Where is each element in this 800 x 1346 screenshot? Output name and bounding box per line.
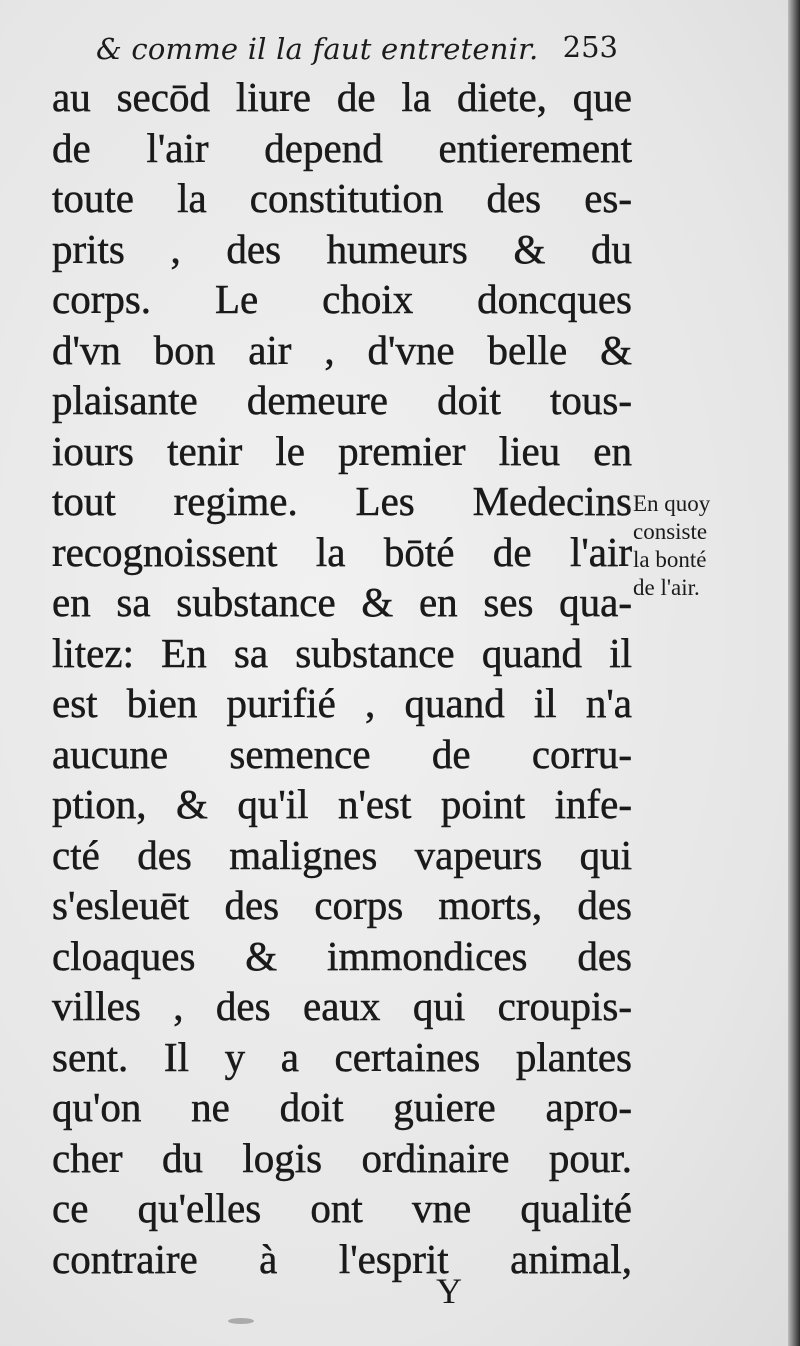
page-number: 253 bbox=[562, 30, 618, 64]
text-line: cher du logis ordinaire pour. bbox=[52, 1134, 632, 1181]
text-line: s'esleuēt des corps morts, des bbox=[52, 882, 632, 928]
text-line: toute la constitution des es- bbox=[52, 175, 632, 221]
margin-note bbox=[633, 490, 783, 602]
text-line: cté des malignes vapeurs qui bbox=[52, 831, 632, 878]
text-line: au secōd liure de la diete, que bbox=[52, 74, 632, 120]
text-line: contraire à l'esprit animal, bbox=[52, 1235, 632, 1282]
text-line: villes , des eaux qui croupis- bbox=[52, 983, 632, 1029]
signature-mark: Y bbox=[436, 1271, 462, 1311]
margin-note-line: consiste bbox=[633, 519, 708, 544]
text-line: litez: En sa substance quand il bbox=[52, 629, 632, 676]
text-line: en sa substance & en ses qua- bbox=[52, 579, 632, 625]
text-line: est bien purifié , quand il n'a bbox=[52, 680, 632, 726]
text-line: corps. Le choix doncques bbox=[52, 276, 632, 322]
text-line: qu'on ne doit guiere apro- bbox=[52, 1084, 632, 1130]
ink-smudge bbox=[228, 1318, 254, 1324]
text-line: aucune semence de corru- bbox=[52, 730, 632, 777]
margin-note-line: de l'air. bbox=[633, 575, 700, 600]
text-line: d'vn bon air , d'vne belle & bbox=[52, 326, 632, 373]
text-line: tout regime. Les Medecins bbox=[52, 478, 632, 524]
text-line: prits , des humeurs & du bbox=[52, 225, 632, 272]
text-line: sent. Il y a certaines plantes bbox=[52, 1033, 632, 1080]
running-head bbox=[96, 28, 626, 68]
text-line: iours tenir le premier lieu en bbox=[52, 427, 632, 474]
margin-note-line: la bonté bbox=[633, 547, 707, 572]
page-edge-shadow bbox=[788, 0, 800, 1346]
text-line: cloaques & immondices des bbox=[52, 932, 632, 979]
text-line: de l'air depend entierement bbox=[52, 124, 632, 171]
body-text bbox=[52, 72, 632, 1284]
text-line: recognoissent la bōté de l'air bbox=[52, 528, 632, 575]
text-line: ce qu'elles ont vne qualité bbox=[52, 1185, 632, 1231]
text-line: plaisante demeure doit tous- bbox=[52, 377, 632, 423]
text-line: ption, & qu'il n'est point infe- bbox=[52, 781, 632, 827]
running-title: & comme il la faut entretenir. bbox=[96, 32, 539, 66]
margin-note-line: En quoy bbox=[633, 491, 711, 516]
